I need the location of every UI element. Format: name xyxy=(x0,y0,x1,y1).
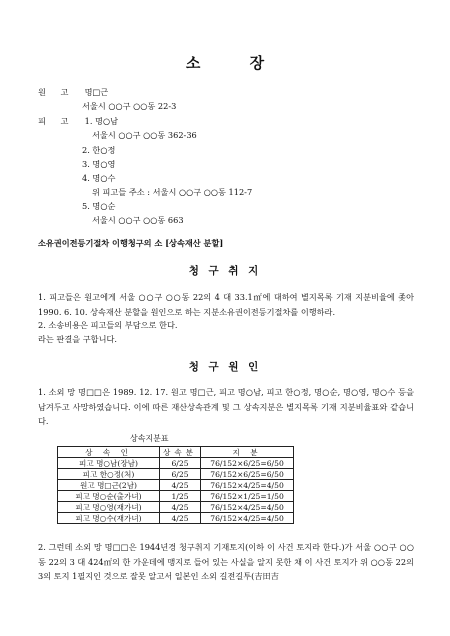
document-title: 소 장 xyxy=(185,54,287,72)
claim-purpose-item-1: 1. 피고들은 원고에게 서울 ○○구 ○○동 22의 4 대 33.1㎡에 대하여 별지목록 기재 지분비율에 좇아 1990. 6. 10. 상속재산 분할을 원인으로 하는 지분소유권이전등기절차를 이행하라. xyxy=(38,292,414,317)
share-cell: 76/152×6/25=6/50 xyxy=(201,458,294,469)
claim-purpose-conclusion: 라는 판결을 구합니다. xyxy=(38,334,117,344)
defendant-name: 명○영 xyxy=(92,159,116,169)
claim-purpose-item-2: 2. 소송비용은 피고들의 부담으로 한다. xyxy=(38,320,178,330)
table-row xyxy=(58,469,294,480)
claim-purpose-heading: 청 구 취 지 xyxy=(188,265,262,277)
defendant-num: 3. xyxy=(82,159,90,169)
portion-cell: 4/25 xyxy=(160,513,201,524)
defendant-num: 2. xyxy=(82,145,90,155)
defendant-address: 위 피고들 주소 : 서울시 ○○구 ○○동 112-7 xyxy=(92,187,253,197)
defendant-address: 서울시 ○○구 ○○동 362-36 xyxy=(92,130,197,140)
claim-cause-item-1: 1. 소외 망 명□□은 1989. 12. 17. 원고 명□근, 피고 명○남, 피고 한○정, 명○순, 명○영, 명○수 등을 남겨두고 사망하였습니다. 이에 따른 재산상속관계 및 그 상속지분은 별지목록 기재 지분비율표와 같습니다. xyxy=(38,387,414,426)
plaintiff-address: 서울시 ○○구 ○○동 22-3 xyxy=(82,101,177,111)
column-header: 상 속 인 xyxy=(58,447,160,458)
defendant-row-1 xyxy=(38,116,118,127)
heir-cell: 피고 명○순(출가녀) xyxy=(58,491,160,502)
table-row xyxy=(58,458,294,469)
heir-cell: 피고 한○정(처) xyxy=(58,469,160,480)
portion-cell: 1/25 xyxy=(160,491,201,502)
defendant-address: 서울시 ○○구 ○○동 663 xyxy=(92,215,184,225)
defendant-num: 1. xyxy=(84,116,93,126)
heir-cell: 피고 명○영(재가녀) xyxy=(58,502,160,513)
defendant-row-4 xyxy=(82,173,115,184)
share-cell: 76/152×1/25=1/50 xyxy=(201,491,294,502)
heir-cell: 피고 명○남(장남) xyxy=(58,458,160,469)
share-table-caption: 상속지분표 xyxy=(130,434,169,443)
defendant-row-5 xyxy=(82,201,115,212)
column-header: 지 분 xyxy=(201,447,294,458)
table-row xyxy=(58,502,294,513)
defendants-label: 피 고 xyxy=(38,116,75,126)
claim-cause-item-2: 2. 그런데 소외 망 명□□은 1944년경 청구취지 기재토지(이하 이 사건 토지라 한다.)가 서울 ○○구 ○○동 22의 3 대 424㎡의 한 가운데에 맹지로 들어 있는 사실을 알지 못한 채 이 사건 토지가 위 ○○동 22의 3의 토지 1필지인 것으로 잘못 알고서 일본인 소외 길전길투(吉田吉 xyxy=(38,542,414,581)
plaintiff-row xyxy=(38,87,108,98)
share-cell: 76/152×4/25=4/50 xyxy=(201,513,294,524)
share-cell: 76/152×4/25=4/50 xyxy=(201,502,294,513)
heir-cell: 원고 명□근(2남) xyxy=(58,480,160,491)
defendant-num: 4. xyxy=(82,173,90,183)
defendant-num: 5. xyxy=(82,201,90,211)
plaintiff-label: 원 고 xyxy=(38,87,75,97)
table-row xyxy=(58,480,294,491)
defendant-name: 명○수 xyxy=(92,173,116,183)
share-cell: 76/152×4/25=4/50 xyxy=(201,480,294,491)
table-header-row xyxy=(58,447,294,458)
portion-cell: 6/25 xyxy=(160,458,201,469)
portion-cell: 4/25 xyxy=(160,502,201,513)
table-row xyxy=(58,513,294,524)
portion-cell: 4/25 xyxy=(160,480,201,491)
inheritance-share-table xyxy=(57,446,294,524)
column-header: 상속분 xyxy=(160,447,201,458)
case-name: 소유권이전등기절차 이행청구의 소 [상속재산 분할] xyxy=(38,238,224,248)
defendant-row-3 xyxy=(82,159,115,170)
share-cell: 76/152×6/25=6/50 xyxy=(201,469,294,480)
portion-cell: 6/25 xyxy=(160,469,201,480)
claim-cause-heading: 청 구 원 인 xyxy=(188,361,262,373)
table-row xyxy=(58,491,294,502)
heir-cell: 피고 명○수(재가녀) xyxy=(58,513,160,524)
plaintiff-name: 명□근 xyxy=(84,87,109,97)
defendant-row-2 xyxy=(82,145,115,156)
defendant-name: 명○순 xyxy=(92,201,116,211)
defendant-name: 명○남 xyxy=(95,116,118,126)
defendant-name: 한○정 xyxy=(92,145,116,155)
